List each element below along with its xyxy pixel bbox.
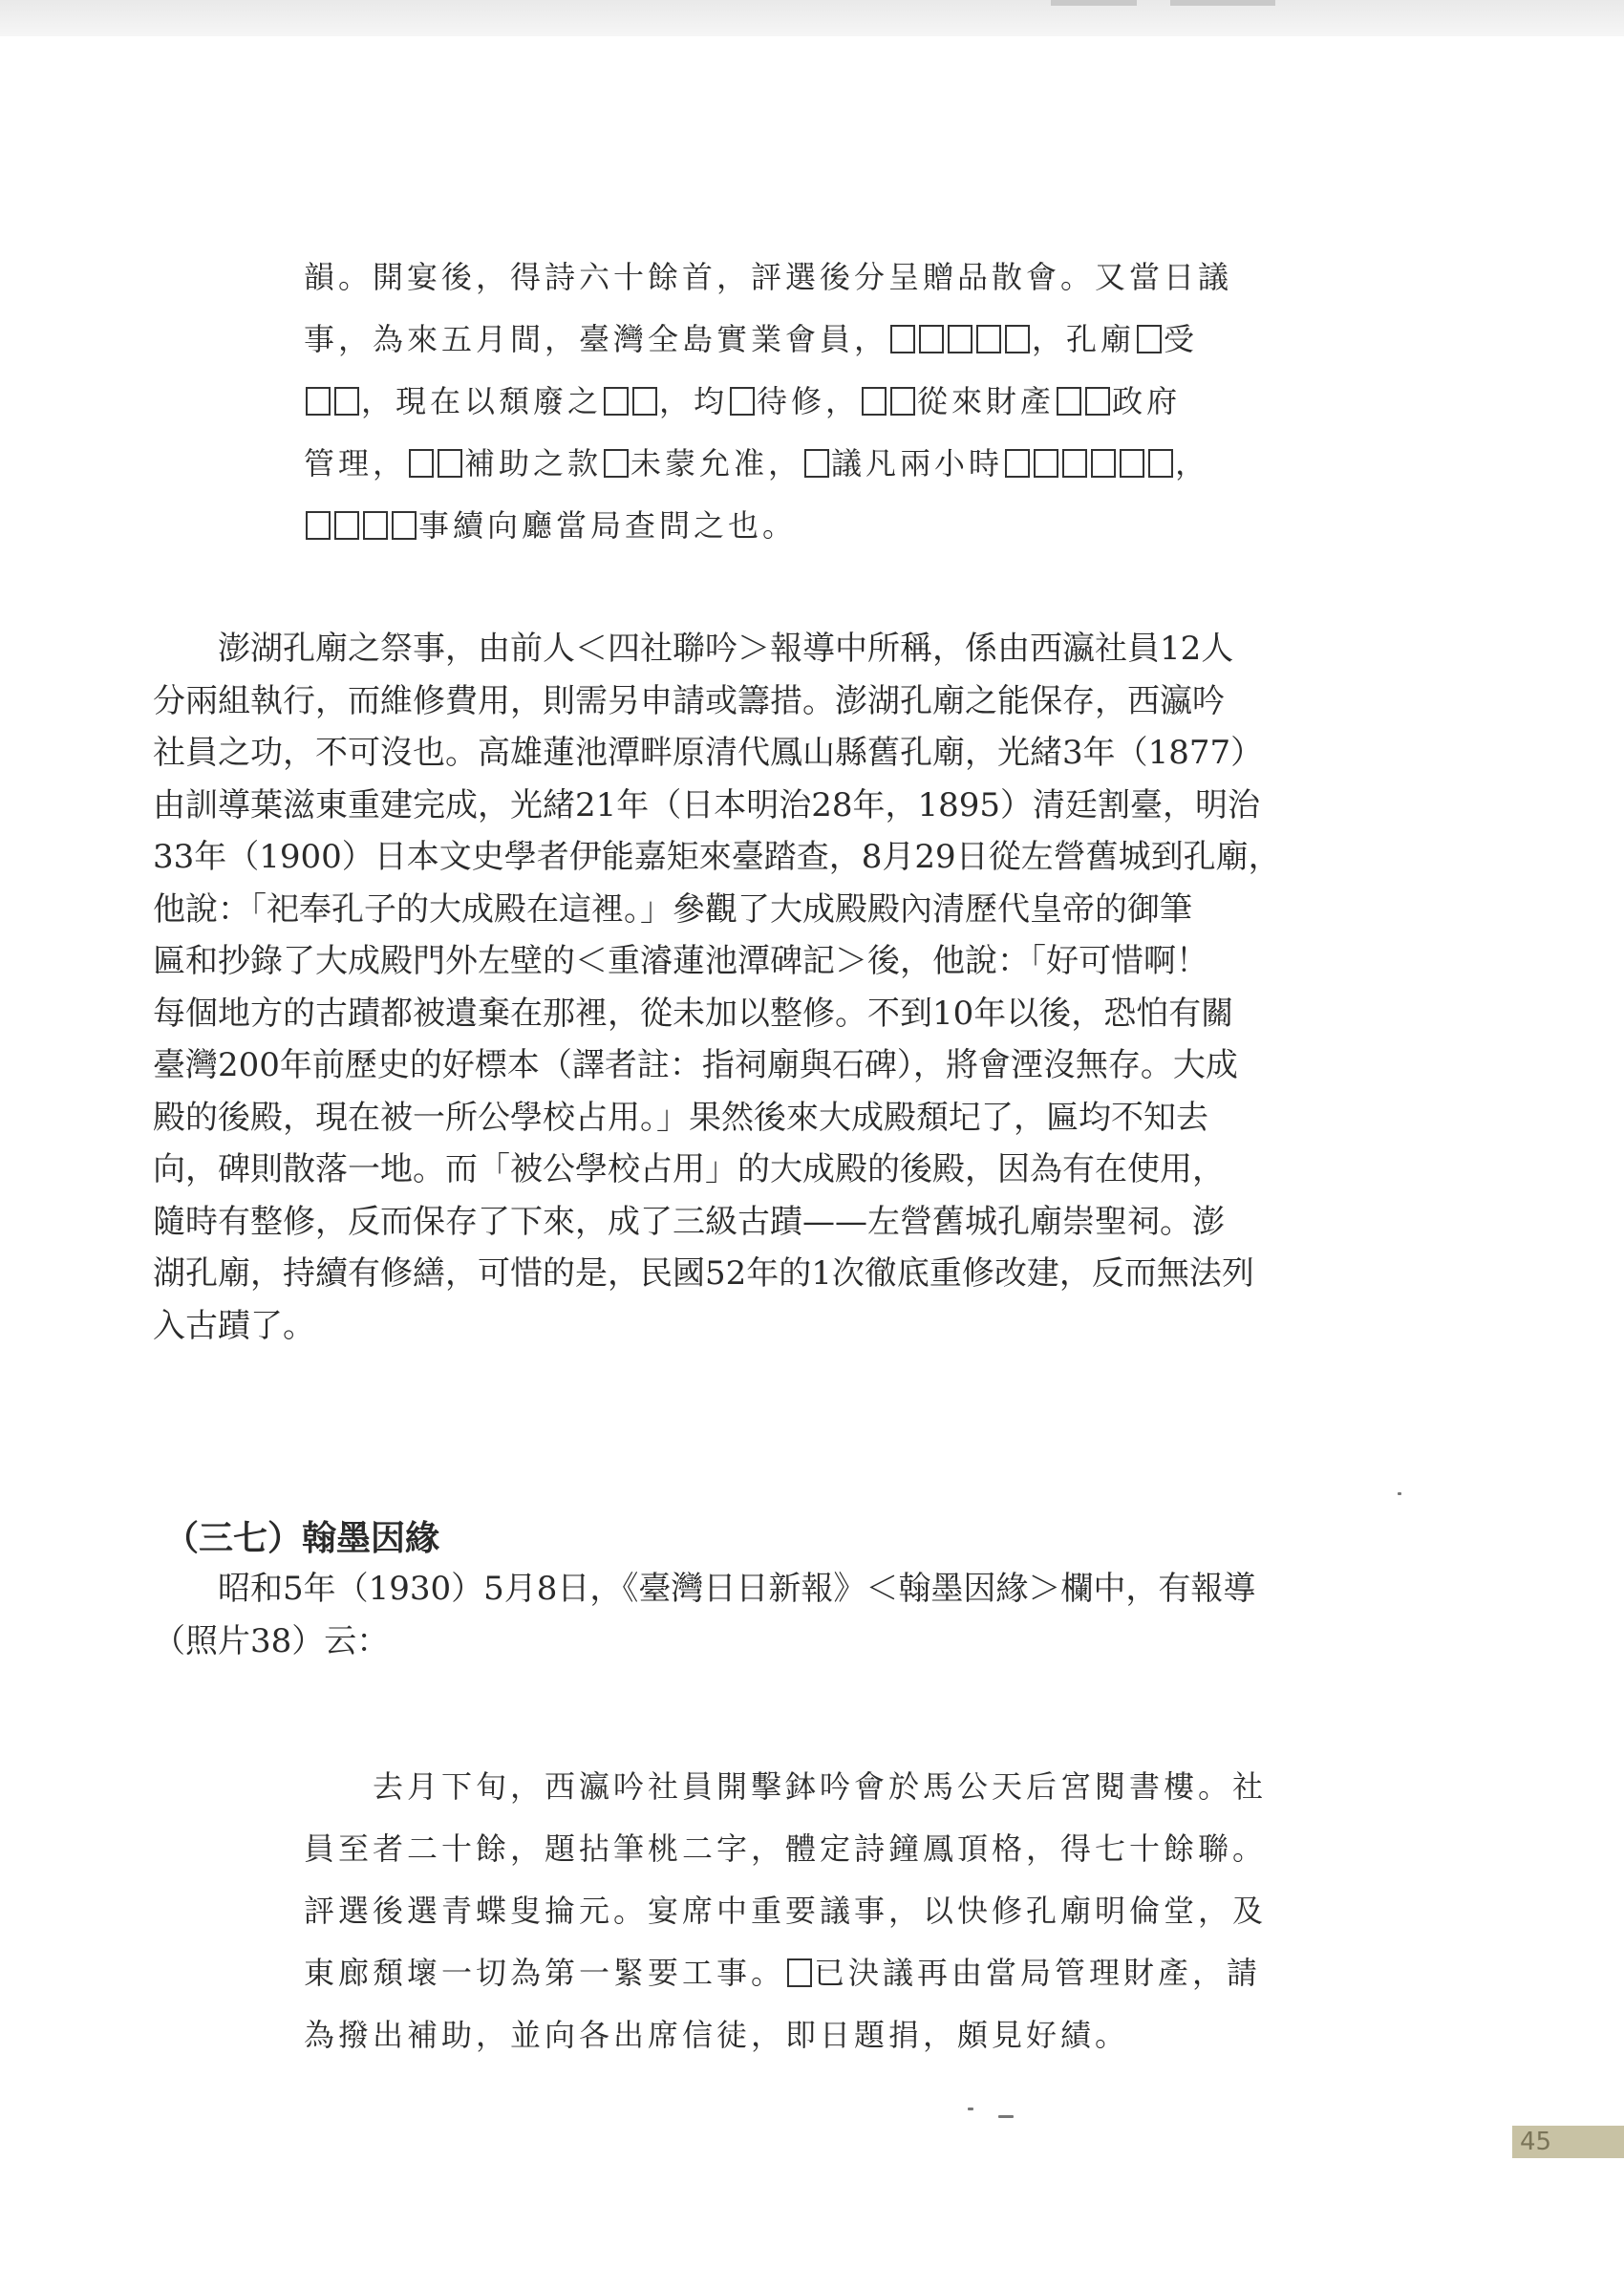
illegible-character-box <box>604 387 629 416</box>
section-heading: （三七）翰墨因緣 <box>164 1519 440 1558</box>
illegible-character-box <box>1137 325 1162 353</box>
quote-text: ，孔廟 <box>1032 321 1136 357</box>
paragraph-line: 匾和抄錄了大成殿門外左壁的＜重濬蓮池潭碑記＞後，他說：「好可惜啊！ <box>153 942 1208 980</box>
paragraph-line: 殿的後殿，現在被一所公學校占用。」果然後來大成殿頹圮了，匾均不知去 <box>153 1098 1208 1137</box>
quote-text: ， <box>1175 445 1210 482</box>
quote-line <box>304 371 1374 433</box>
illegible-character-box <box>1034 449 1058 478</box>
scan-top-strip <box>0 0 1624 36</box>
body-paragraph <box>153 623 1385 1352</box>
quote-text: 受 <box>1164 321 1199 357</box>
illegible-character-box <box>409 449 434 478</box>
quote-text: 待修， <box>757 383 861 419</box>
quoted-newspaper-excerpt-2 <box>304 1756 1374 2066</box>
quote-text: 東廊頹壞一切為第一緊要工事。 <box>304 1955 786 1991</box>
illegible-character-box <box>787 1958 812 1987</box>
quote-text: 評選後選青蝶叟掄元。宴席中重要議事，以快修孔廟明倫堂，及 <box>304 1893 1268 1929</box>
quote-text: 管理， <box>304 445 408 482</box>
intro-line: （照片38）云： <box>153 1621 390 1660</box>
quote-text: 韻。開宴後，得詩六十餘首，評選後分呈贈品散會。又當日議 <box>304 259 1233 295</box>
paragraph-line: 每個地方的古蹟都被遺棄在那裡，從未加以整修。不到10年以後，恐怕有關 <box>153 994 1234 1033</box>
illegible-character-box <box>919 325 944 353</box>
illegible-character-box <box>1057 387 1081 416</box>
paragraph-line: 臺灣200年前歷史的好標本（譯者註：指祠廟與石碑），將會湮沒無存。大成 <box>153 1046 1238 1084</box>
quote-text: 員至者二十餘，題拈筆桃二字，體定詩鐘鳳頂格，得七十餘聯。 <box>304 1830 1268 1867</box>
paragraph-line: 分兩組執行，而維修費用，則需另申請或籌措。澎湖孔廟之能保存，西瀛吟 <box>153 681 1225 720</box>
illegible-character-box <box>890 387 915 416</box>
illegible-character-box <box>306 511 331 540</box>
paragraph-line: 由訓導葉滋東重建完成，光緒21年（日本明治28年，1895）清廷割臺，明治 <box>153 785 1261 824</box>
section-intro <box>153 1563 1385 1667</box>
illegible-character-box <box>438 449 462 478</box>
illegible-character-box <box>632 387 657 416</box>
illegible-character-box <box>334 387 359 416</box>
quote-line <box>304 1756 1374 1818</box>
quote-text: ，現在以頹廢之 <box>361 383 603 419</box>
scan-speck <box>1398 1492 1401 1495</box>
illegible-character-box <box>1005 449 1030 478</box>
page-number: 45 <box>1512 2126 1624 2158</box>
quote-text: 補助之款 <box>464 445 603 482</box>
illegible-character-box <box>392 511 417 540</box>
scan-speck <box>998 2115 1014 2118</box>
quote-text: 事，為來五月間，臺灣全島實業會員， <box>304 321 889 357</box>
paragraph-line: 社員之功，不可沒也。高雄蓮池潭畔原清代鳳山縣舊孔廟，光緒3年（1877） <box>153 734 1264 772</box>
scan-speck <box>968 2108 973 2110</box>
quote-line <box>304 1880 1374 1942</box>
quote-line <box>304 495 1374 557</box>
paragraph-line: 澎湖孔廟之祭事，由前人＜四社聯吟＞報導中所稱，係由西瀛社員12人 <box>153 630 1234 668</box>
quote-line <box>304 1942 1374 2004</box>
paragraph-line: 隨時有整修，反而保存了下來，成了三級古蹟——左營舊城孔廟崇聖祠。澎 <box>153 1202 1225 1241</box>
quote-line <box>304 2004 1374 2066</box>
quote-text: 事續向廳當局查問之也。 <box>418 507 798 544</box>
quote-line <box>304 246 1374 309</box>
illegible-character-box <box>730 387 755 416</box>
quoted-newspaper-excerpt-1 <box>304 246 1374 557</box>
quote-text: 已決議再由當局管理財產，請 <box>814 1955 1262 1991</box>
illegible-character-box <box>804 449 829 478</box>
quote-line <box>304 309 1374 371</box>
illegible-character-box <box>363 511 388 540</box>
illegible-character-box <box>1148 449 1173 478</box>
intro-line: 昭和5年（1930）5月8日，《臺灣日日新報》＜翰墨因緣＞欄中，有報導 <box>153 1570 1256 1608</box>
illegible-character-box <box>976 325 1001 353</box>
illegible-character-box <box>862 387 887 416</box>
scan-top-mark <box>1051 0 1137 6</box>
illegible-character-box <box>1120 449 1144 478</box>
paragraph-line: 入古蹟了。 <box>153 1306 315 1345</box>
illegible-character-box <box>1091 449 1116 478</box>
illegible-character-box <box>890 325 915 353</box>
quote-text: 政府 <box>1112 383 1182 419</box>
quote-text: ，均 <box>659 383 729 419</box>
illegible-character-box <box>306 387 331 416</box>
quote-text: 去月下旬，西瀛吟社員開擊鉢吟會於馬公天后宮閱書樓。社 <box>304 1768 1268 1805</box>
illegible-character-box <box>604 449 629 478</box>
illegible-character-box <box>1062 449 1087 478</box>
quote-line <box>304 433 1374 495</box>
paragraph-line: 他說：「祀奉孔子的大成殿在這裡。」參觀了大成殿殿內清歷代皇帝的御筆 <box>153 889 1192 929</box>
scan-top-mark <box>1170 0 1275 6</box>
paragraph-line: 湖孔廟，持續有修繕，可惜的是，民國52年的1次徹底重修改建，反而無法列 <box>153 1254 1254 1293</box>
illegible-character-box <box>334 511 359 540</box>
quote-text: 議凡兩小時 <box>831 445 1004 482</box>
quote-line <box>304 1818 1374 1880</box>
paragraph-line: 向，碑則散落一地。而「被公學校占用」的大成殿的後殿，因為有在使用， <box>153 1150 1225 1188</box>
illegible-character-box <box>1085 387 1110 416</box>
illegible-character-box <box>1005 325 1030 353</box>
quote-text: 從來財產 <box>917 383 1056 419</box>
paragraph-line: 33年（1900）日本文史學者伊能嘉矩來臺踏查，8月29日從左營舊城到孔廟， <box>153 838 1281 876</box>
quote-text: 未蒙允准， <box>630 445 803 482</box>
quote-text: 為撥出補助，並向各出席信徒，即日題捐，頗見好績。 <box>304 2017 1130 2053</box>
illegible-character-box <box>948 325 972 353</box>
